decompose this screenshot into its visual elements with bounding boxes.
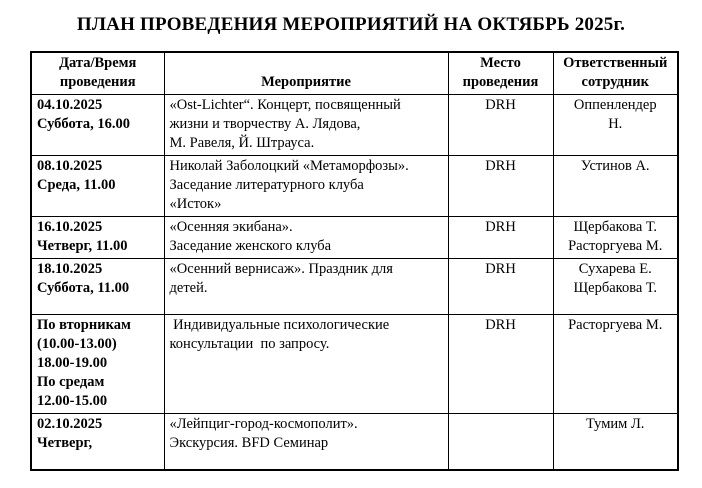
cell-datetime: 04.10.2025 Суббота, 16.00: [31, 95, 164, 156]
cell-event: «Ost-Lichter“. Концерт, посвященный жизни и творчеству А. Лядова, М. Равеля, Й. Штрауса.: [164, 95, 448, 156]
cell-responsible: Расторгуева М.: [553, 315, 678, 414]
document-page: [0, 14, 702, 488]
cell-event: «Осенняя экибана». Заседание женского клуба: [164, 217, 448, 259]
cell-event: «Осенний вернисаж». Праздник для детей.: [164, 259, 448, 315]
table-row: [31, 95, 678, 156]
page-title: ПЛАН ПРОВЕДЕНИЯ МЕРОПРИЯТИЙ НА ОКТЯБРЬ 2025г.: [76, 14, 626, 35]
events-plan-table: [30, 51, 679, 471]
table-row: [31, 315, 678, 414]
cell-event: «Лейпциг-город-космополит». Экскурсия. BFD Семинар: [164, 414, 448, 470]
table-header-row: [31, 52, 678, 95]
cell-responsible: Устинов А.: [553, 156, 678, 217]
cell-place: DRH: [448, 156, 553, 217]
cell-responsible: Сухарева Е. Щербакова Т.: [553, 259, 678, 315]
cell-event: Николай Заболоцкий «Метаморфозы». Заседание литературного клуба «Исток»: [164, 156, 448, 217]
cell-datetime: 08.10.2025 Среда, 11.00: [31, 156, 164, 217]
cell-place: DRH: [448, 259, 553, 315]
cell-responsible: Щербакова Т. Расторгуева М.: [553, 217, 678, 259]
cell-datetime: 16.10.2025 Четверг, 11.00: [31, 217, 164, 259]
cell-responsible: Тумим Л.: [553, 414, 678, 470]
cell-event: Индивидуальные психологические консультации по запросу.: [164, 315, 448, 414]
cell-datetime: 02.10.2025 Четверг,: [31, 414, 164, 470]
cell-place: DRH: [448, 315, 553, 414]
cell-responsible: Оппенлендер Н.: [553, 95, 678, 156]
cell-datetime: По вторникам (10.00-13.00) 18.00-19.00 По средам 12.00-15.00: [31, 315, 164, 414]
cell-place: DRH: [448, 217, 553, 259]
table-row: [31, 259, 678, 315]
cell-place: [448, 414, 553, 470]
header-event: Мероприятие: [164, 52, 448, 95]
header-date-time: Дата/Время проведения: [31, 52, 164, 95]
cell-datetime: 18.10.2025 Суббота, 11.00: [31, 259, 164, 315]
header-responsible: Ответственный сотрудник: [553, 52, 678, 95]
table-row: [31, 156, 678, 217]
header-place: Место проведения: [448, 52, 553, 95]
table-row: [31, 414, 678, 470]
cell-place: DRH: [448, 95, 553, 156]
table-row: [31, 217, 678, 259]
